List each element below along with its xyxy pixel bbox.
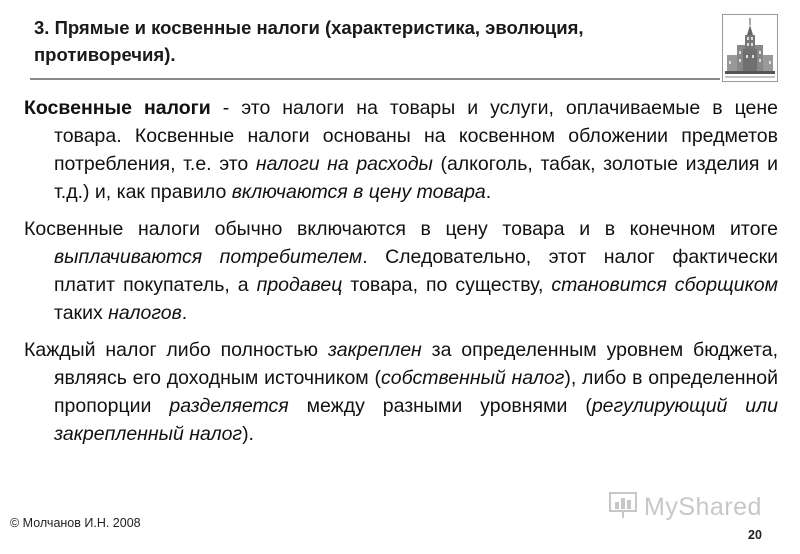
text-run: между разными уровнями ( — [288, 395, 592, 417]
footer-copyright: © Молчанов И.Н. 2008 — [10, 516, 141, 530]
text-run: таких — [54, 302, 109, 324]
term-indirect-taxes: Косвенные налоги — [24, 97, 211, 119]
text-run: . Следовательно, этот налог фактически платит покупатель, а — [54, 246, 778, 296]
slide-body — [24, 94, 778, 457]
text-run: - это налоги на товары и услуги, оплачиваемые в цене товара. Косвенные налоги основаны на косвенном обложении предметов потребления, т.е. это — [54, 97, 778, 175]
text-run: ), либо в определенной пропорции — [54, 367, 778, 417]
slide-title: 3. Прямые и косвенные налоги (характеристика, эволюция, противоречия). — [34, 17, 584, 65]
text-run: ). — [242, 423, 254, 445]
emphasis-run: включаются в цену товара — [231, 181, 486, 203]
emphasis-run: становится сборщиком — [551, 274, 778, 296]
paragraph-budget-levels — [24, 336, 778, 448]
text-run: товара, по существу, — [342, 274, 552, 296]
watermark-text: MyShared — [644, 492, 762, 521]
paragraph-indirect-taxes-definition — [24, 94, 778, 206]
myshared-watermark — [608, 490, 768, 524]
emphasis-run: выплачиваются потребителем — [54, 246, 363, 268]
text-run: (алкоголь, табак, золотые изделия и т.д.) и, как правило — [54, 153, 778, 203]
emphasis-run: продавец — [256, 274, 343, 296]
emphasis-run: собственный налог — [380, 367, 565, 389]
emphasis-run: закреплен — [327, 339, 422, 361]
text-run: за определенным уровнем бюджета, являясь его доходным источником ( — [54, 339, 778, 389]
text-run: . — [181, 302, 188, 324]
emphasis-run: налогов — [108, 302, 182, 324]
text-run: Косвенные налоги обычно включаются в цену товара и в конечном итоге — [24, 218, 778, 240]
page-number: 20 — [748, 528, 762, 542]
university-building-icon — [722, 14, 778, 82]
title-divider — [30, 78, 720, 80]
emphasis-run: разделяется — [169, 395, 289, 417]
text-run: . — [485, 181, 492, 203]
paragraph-consumer-pays — [24, 215, 778, 327]
emphasis-run: регулирующий или закрепленный налог — [54, 395, 778, 445]
presentation-board-icon — [608, 491, 638, 524]
text-run: Каждый налог либо полностью — [24, 339, 328, 361]
emphasis-run: налоги на расходы — [255, 153, 433, 175]
